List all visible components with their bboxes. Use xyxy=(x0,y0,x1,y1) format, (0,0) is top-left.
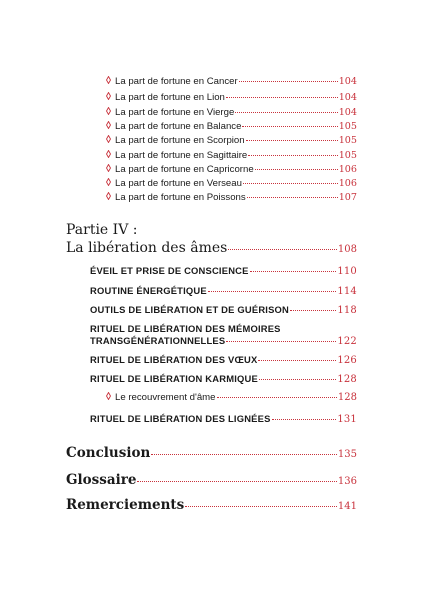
diamond-bullet-icon xyxy=(106,164,111,172)
toc-entry-capricorne[interactable] xyxy=(106,164,357,175)
diamond-bullet-icon xyxy=(106,76,111,84)
toc-entry-page: 135 xyxy=(337,449,357,460)
toc-section-label: Conclusion xyxy=(66,445,151,461)
diamond-bullet-icon xyxy=(106,107,111,115)
toc-entry-page: 128 xyxy=(337,392,357,403)
toc-entry-page: 118 xyxy=(337,305,357,316)
toc-chapter-label: RITUEL DE LIBÉRATION KARMIQUE xyxy=(90,373,258,384)
toc-entry-label: La part de fortune en Verseau xyxy=(115,178,242,189)
toc-entry-label: La part de fortune en Capricorne xyxy=(115,164,254,175)
toc-entry-label: La part de fortune en Scorpion xyxy=(115,135,245,146)
toc-chapter-karmique[interactable] xyxy=(90,373,357,385)
diamond-bullet-icon xyxy=(106,392,111,400)
toc-section-remerciements[interactable] xyxy=(66,497,357,513)
diamond-bullet-icon xyxy=(106,92,111,100)
toc-entry-cancer[interactable] xyxy=(106,76,357,87)
toc-chapter-memoires[interactable] xyxy=(90,323,357,348)
toc-entry-page: 122 xyxy=(337,336,357,347)
toc-chapter-routine[interactable] xyxy=(90,285,357,297)
toc-chapter-label: ROUTINE ÉNERGÉTIQUE xyxy=(90,285,207,296)
toc-entry-sagittaire[interactable] xyxy=(106,150,357,161)
leader-dots xyxy=(217,397,337,398)
toc-entry-page: 114 xyxy=(337,286,357,297)
toc-entry-page: 106 xyxy=(338,178,357,189)
toc-entry-page: 108 xyxy=(337,244,357,255)
leader-dots xyxy=(272,419,337,420)
toc-chapter-label: RITUEL DE LIBÉRATION DES LIGNÉES xyxy=(90,413,271,424)
toc-entry-recouvrement[interactable] xyxy=(106,392,357,403)
toc-entry-page: 141 xyxy=(337,501,357,512)
toc-part-entry[interactable] xyxy=(66,240,357,256)
leader-dots xyxy=(137,481,336,482)
diamond-bullet-icon xyxy=(106,121,111,129)
toc-entry-vierge[interactable] xyxy=(106,107,357,118)
leader-dots xyxy=(290,310,336,311)
toc-chapter-label-line1: RITUEL DE LIBÉRATION DES MÉMOIRES xyxy=(90,323,281,334)
diamond-bullet-icon xyxy=(106,150,111,158)
part-subtitle: La libération des âmes xyxy=(66,240,228,256)
leader-dots xyxy=(226,97,338,98)
toc-entry-page: 105 xyxy=(338,135,357,146)
toc-section-label: Glossaire xyxy=(66,472,137,488)
leader-dots xyxy=(248,155,337,156)
leader-dots xyxy=(255,169,338,170)
toc-entry-label: La part de fortune en Lion xyxy=(115,92,225,103)
leader-dots xyxy=(239,81,338,82)
diamond-bullet-icon xyxy=(106,135,111,143)
leader-dots xyxy=(151,454,337,455)
toc-entry-page: 136 xyxy=(337,476,357,487)
toc-entry-page: 105 xyxy=(338,150,357,161)
toc-chapter-eveil[interactable] xyxy=(90,265,357,277)
toc-entry-page: 104 xyxy=(338,107,357,118)
toc-chapter-voeux[interactable] xyxy=(90,354,357,366)
leader-dots xyxy=(185,506,337,507)
leader-dots xyxy=(246,140,338,141)
toc-chapter-label: ÉVEIL ET PRISE DE CONSCIENCE xyxy=(90,265,249,276)
toc-entry-page: 126 xyxy=(337,355,357,366)
leader-dots xyxy=(208,291,336,292)
part-title: Partie IV : xyxy=(66,222,138,238)
toc-entry-verseau[interactable] xyxy=(106,178,357,189)
diamond-bullet-icon xyxy=(106,178,111,186)
toc-entry-page: 104 xyxy=(338,76,357,87)
toc-entry-scorpion[interactable] xyxy=(106,135,357,146)
toc-chapter-label: RITUEL DE LIBÉRATION DES VŒUX xyxy=(90,354,258,365)
toc-entry-label: La part de fortune en Poissons xyxy=(115,192,246,203)
toc-entry-page: 104 xyxy=(338,92,357,103)
toc-entry-poissons[interactable] xyxy=(106,192,357,203)
leader-dots xyxy=(247,197,338,198)
toc-section-glossaire[interactable] xyxy=(66,472,357,488)
diamond-bullet-icon xyxy=(106,192,111,200)
toc-entry-page: 107 xyxy=(338,192,357,203)
toc-entry-page: 106 xyxy=(338,164,357,175)
leader-dots xyxy=(243,183,338,184)
toc-entry-page: 131 xyxy=(337,414,357,425)
toc-entry-label: La part de fortune en Vierge xyxy=(115,107,235,118)
toc-chapter-label-line2: TRANSGÉNÉRATIONNELLES xyxy=(90,335,226,346)
toc-entry-page: 128 xyxy=(337,374,357,385)
leader-dots xyxy=(250,271,337,272)
toc-entry-page: 105 xyxy=(338,121,357,132)
leader-dots xyxy=(228,249,337,250)
toc-entry-page: 110 xyxy=(337,266,357,277)
toc-entry-balance[interactable] xyxy=(106,121,357,132)
toc-chapter-outils[interactable] xyxy=(90,304,357,316)
toc-section-conclusion[interactable] xyxy=(66,445,357,461)
leader-dots xyxy=(226,341,336,342)
toc-entry-lion[interactable] xyxy=(106,92,357,103)
leader-dots xyxy=(235,112,337,113)
toc-entry-label: La part de fortune en Sagittaire xyxy=(115,150,248,161)
toc-entry-label: Le recouvrement d'âme xyxy=(115,392,216,403)
leader-dots xyxy=(242,126,337,127)
toc-chapter-label: OUTILS DE LIBÉRATION ET DE GUÉRISON xyxy=(90,304,290,315)
leader-dots xyxy=(259,379,336,380)
leader-dots xyxy=(258,360,336,361)
toc-entry-label: La part de fortune en Balance xyxy=(115,121,242,132)
toc-entry-label: La part de fortune en Cancer xyxy=(115,76,238,87)
toc-chapter-lignees[interactable] xyxy=(90,413,357,425)
toc-section-label: Remerciements xyxy=(66,497,185,513)
